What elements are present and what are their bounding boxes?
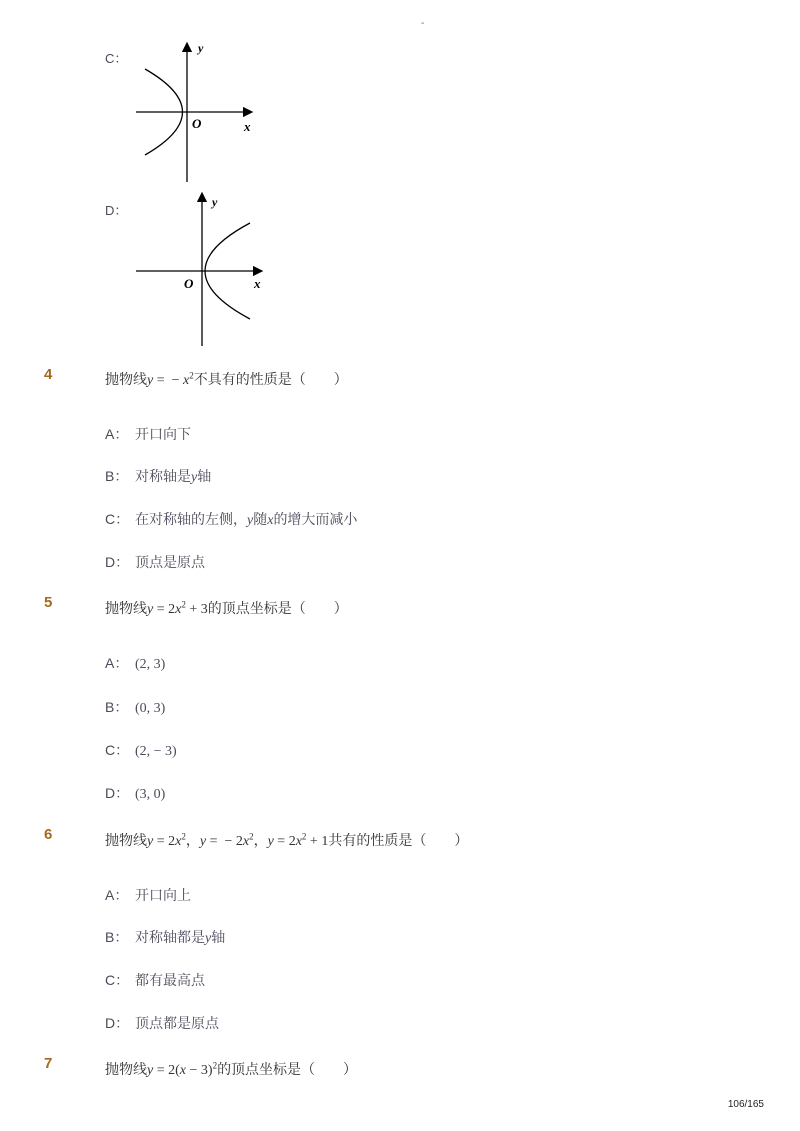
question-5-text: 抛物线$y = 2x^2 + 3$的顶点坐标是（ ） bbox=[105, 599, 348, 617]
q4-option-a: A： 开口向下 bbox=[105, 426, 191, 442]
q6-option-a: A： 开口向上 bbox=[105, 887, 191, 903]
q5-option-b: B： (0, 3) bbox=[105, 699, 166, 716]
q4-option-d: D： 顶点是原点 bbox=[105, 554, 205, 570]
graph-d bbox=[130, 188, 270, 348]
q4-option-b: B： 对称轴是y轴 bbox=[105, 468, 212, 485]
question-6-number: 6 bbox=[44, 826, 53, 843]
page-top-mark: - bbox=[421, 18, 425, 29]
equation: y = − $x^2$ bbox=[147, 370, 194, 388]
graph-d-x-label: x bbox=[254, 276, 261, 291]
question-6-text: 抛物线$y = 2x^2$，y = − $2x^2$，$y = 2x^2 + 1$共有的性质是（ ） bbox=[105, 831, 469, 849]
graph-c-x-label: x bbox=[244, 119, 251, 134]
q6-option-d: D： 顶点都是原点 bbox=[105, 1015, 219, 1031]
question-7-text: 抛物线$y = 2(x - 3)^2$的顶点坐标是（ ） bbox=[105, 1060, 358, 1078]
q5-option-d: D： (3, 0) bbox=[105, 785, 166, 802]
graph-d-y-label: y bbox=[212, 195, 218, 209]
equation: $y = 2x^2 + 3$ bbox=[147, 599, 208, 617]
page-indicator: 106/165 bbox=[727, 1099, 764, 1110]
graph-c bbox=[130, 35, 265, 185]
graph-c-y-label: y bbox=[198, 41, 204, 55]
question-7-number: 7 bbox=[44, 1055, 53, 1072]
q4-option-c: C： 在对称轴的左侧，y随x的增大而减小 bbox=[105, 511, 358, 528]
graph-c-origin-label: O bbox=[192, 116, 202, 131]
question-4-number: 4 bbox=[44, 366, 53, 383]
option-d-graph-label: D： bbox=[105, 203, 128, 218]
q5-option-c: C： (2, − 3) bbox=[105, 742, 177, 759]
option-c-graph-label: C： bbox=[105, 51, 128, 66]
question-4-text: 抛物线y = − $x^2$不具有的性质是（ ） bbox=[105, 370, 348, 388]
equation: $y = 2(x - 3)^2$ bbox=[147, 1060, 218, 1078]
q5-option-a: A： (2, 3) bbox=[105, 655, 166, 672]
q6-option-c: C： 都有最高点 bbox=[105, 972, 205, 988]
question-5-number: 5 bbox=[44, 594, 53, 611]
q6-option-b: B： 对称轴都是y轴 bbox=[105, 929, 226, 946]
graph-d-origin-label: O bbox=[184, 276, 194, 291]
